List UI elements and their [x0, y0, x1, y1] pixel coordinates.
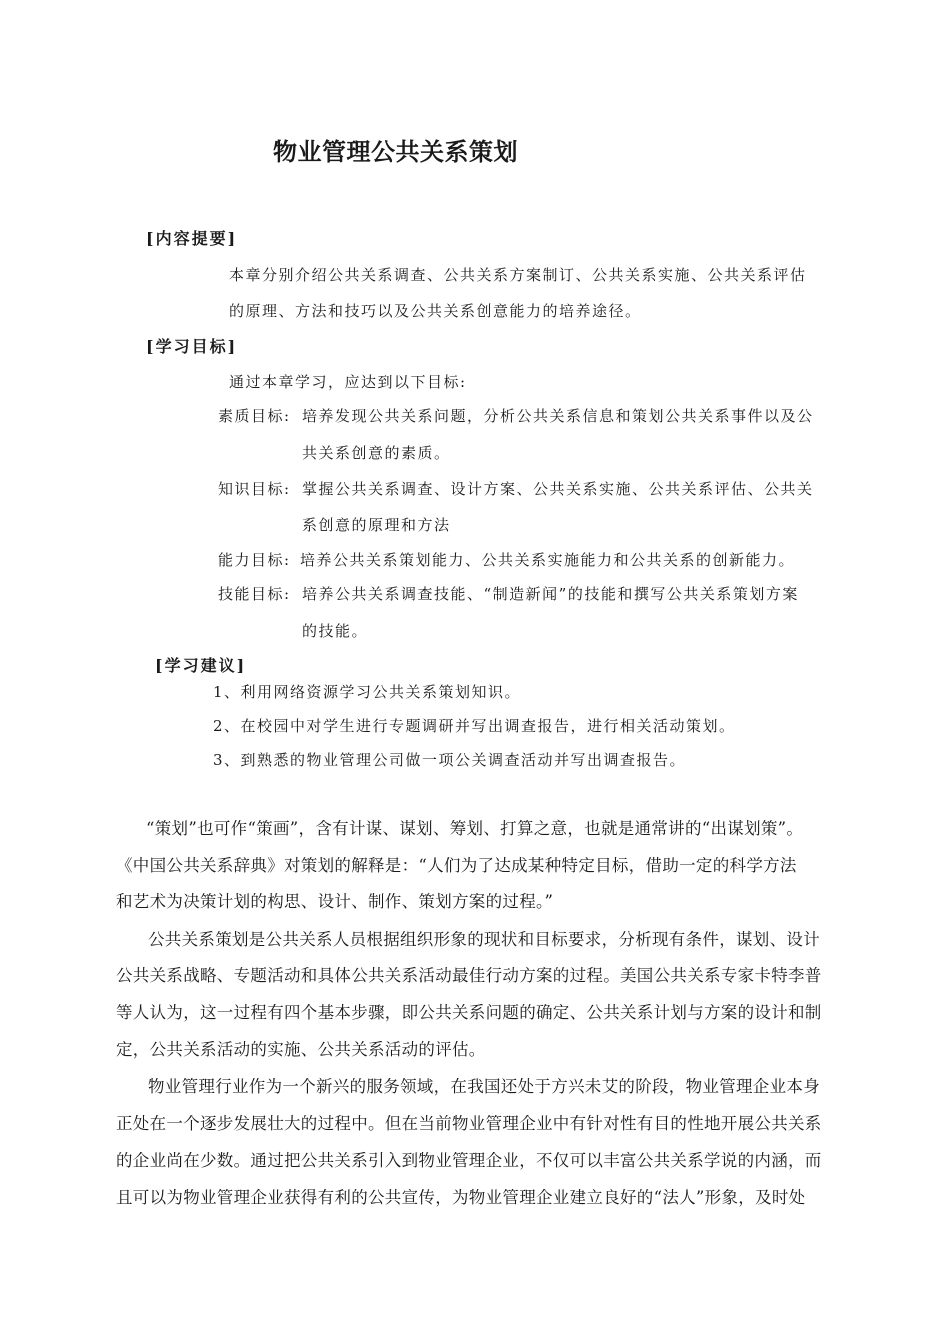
- advice-heading: [学习建议]: [155, 656, 247, 675]
- summary-heading: [内容提要]: [146, 229, 238, 248]
- body-line: 定，公共关系活动的实施、公共关系活动的评估。: [116, 1040, 486, 1059]
- goal-text: 共关系创意的素质。: [302, 444, 451, 462]
- goal-text: 培养公共关系策划能力、公共关系实施能力和公共关系的创新能力。: [300, 551, 796, 569]
- body-line: 且可以为物业管理企业获得有利的公共宣传，为物业管理企业建立良好的“法人”形象，及时处: [116, 1188, 806, 1207]
- body-line: 和艺术为决策计划的构思、设计、制作、策划方案的过程。”: [116, 892, 554, 911]
- goal-text: 掌握公共关系调查、设计方案、公共关系实施、公共关系评估、公共关: [302, 480, 814, 498]
- body-line: 公共关系战略、专题活动和具体公共关系活动最佳行动方案的过程。美国公共关系专家卡特李普: [116, 966, 822, 985]
- body-line: “策划”也可作“策画”，含有计谋、谋划、筹划、打算之意，也就是通常讲的“出谋划策”。: [146, 819, 804, 838]
- summary-line: 的原理、方法和技巧以及公共关系创意能力的培养途径。: [229, 302, 642, 320]
- advice-item: 3、到熟悉的物业管理公司做一项公关调查活动并写出调查报告。: [213, 751, 687, 769]
- goal-label: 素质目标:: [218, 407, 291, 425]
- goal-text: 的技能。: [302, 622, 369, 640]
- body-line: 等人认为，这一过程有四个基本步骤，即公共关系问题的确定、公共关系计划与方案的设计和制: [116, 1003, 822, 1022]
- goals-heading: [学习目标]: [146, 337, 238, 356]
- goal-label: 技能目标:: [218, 585, 291, 603]
- body-line: 的企业尚在少数。通过把公共关系引入到物业管理企业，不仅可以丰富公共关系学说的内涵，而: [116, 1151, 822, 1170]
- goals-intro: 通过本章学习，应达到以下目标:: [229, 373, 467, 391]
- body-line: 《中国公共关系辞典》对策划的解释是：“人们为了达成某种特定目标，借助一定的科学方法: [116, 856, 797, 875]
- document-title: 物业管理公共关系策划: [273, 138, 518, 166]
- goal-text: 系创意的原理和方法: [302, 516, 451, 534]
- goal-text: 培养公共关系调查技能、“制造新闻”的技能和撰写公共关系策划方案: [302, 585, 799, 603]
- advice-item: 2、在校园中对学生进行专题调研并写出调查报告，进行相关活动策划。: [213, 717, 736, 735]
- body-line: 正处在一个逐步发展壮大的过程中。但在当前物业管理企业中有针对性有目的性地开展公共关系: [116, 1114, 822, 1133]
- body-line: 物业管理行业作为一个新兴的服务领域，在我国还处于方兴未艾的阶段，物业管理企业本身: [148, 1077, 820, 1096]
- goal-label: 知识目标:: [218, 480, 291, 498]
- goal-text: 培养发现公共关系问题，分析公共关系信息和策划公共关系事件以及公: [302, 407, 814, 425]
- goal-label: 能力目标:: [218, 551, 291, 569]
- summary-line: 本章分别介绍公共关系调查、公共关系方案制订、公共关系实施、公共关系评估: [229, 266, 807, 284]
- body-line: 公共关系策划是公共关系人员根据组织形象的现状和目标要求，分析现有条件，谋划、设计: [148, 930, 820, 949]
- advice-item: 1、利用网络资源学习公共关系策划知识。: [213, 683, 522, 701]
